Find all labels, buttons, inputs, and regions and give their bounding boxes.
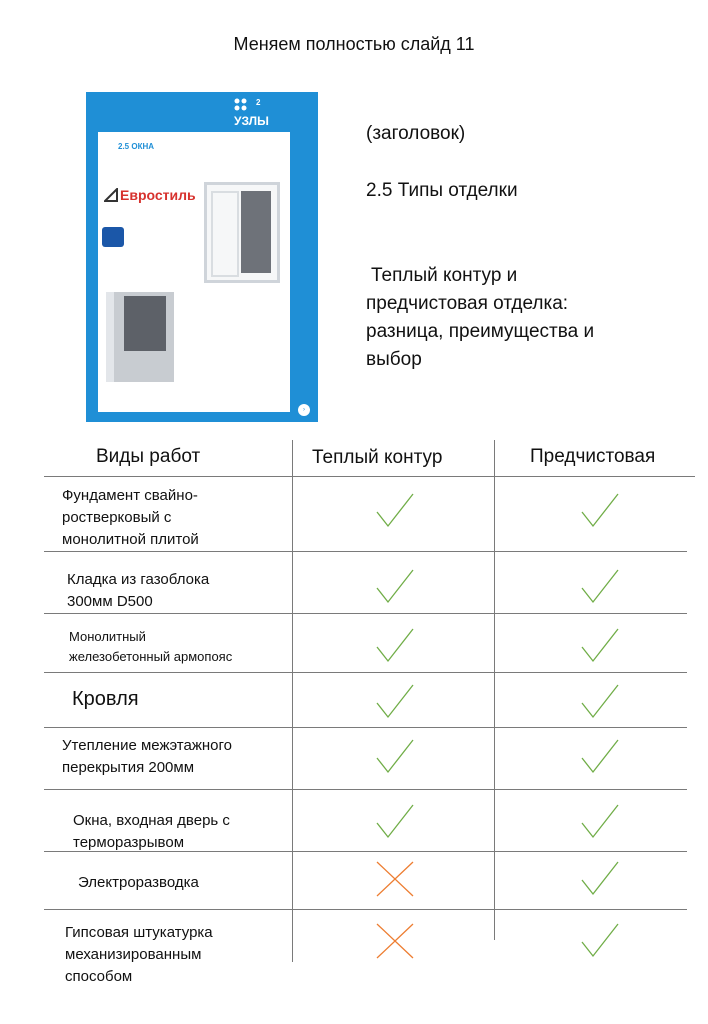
header-work-types: Виды работ (96, 446, 201, 467)
section-title: 2.5 Типы отделки (366, 180, 518, 201)
nodes-label: УЗЛЫ (234, 114, 269, 128)
slide-thumbnail (86, 92, 318, 422)
row-1-line-3: монолитной плитой (62, 531, 199, 548)
page-title: Меняем полностью слайд 11 (233, 34, 475, 54)
row-3-line-1: Монолитный (69, 629, 146, 644)
window-profile-image (106, 292, 174, 382)
window-image (204, 182, 280, 283)
description-line-3: разница, преимущества и (366, 321, 595, 342)
row-6-line-2: терморазрывом (73, 834, 185, 851)
header-prefinish: Предчистовая (530, 446, 656, 467)
check-icon (375, 568, 415, 606)
row-1-line-2: ростверковый с (62, 509, 172, 526)
header-warm-contour: Теплый контур (312, 447, 443, 468)
row-7-line-1: Электроразводка (78, 874, 199, 891)
cross-icon (375, 922, 415, 960)
check-icon (580, 860, 620, 898)
check-icon (580, 492, 620, 530)
cross-icon (375, 860, 415, 898)
row-8-line-3: способом (65, 968, 133, 985)
description-line-2: предчистовая отделка: (366, 293, 569, 314)
brand-logo-icon (104, 188, 118, 202)
description-line-1: Теплый контур и (371, 265, 518, 286)
check-icon (580, 922, 620, 960)
row-2-line-2: 300мм D500 (67, 593, 153, 610)
page-number-icon: › (298, 404, 310, 416)
check-icon (375, 738, 415, 776)
row-4-line-1: Кровля (72, 688, 139, 710)
row-8-line-2: механизированным (65, 946, 202, 963)
check-icon (580, 627, 620, 665)
check-icon (580, 683, 620, 721)
row-2-line-1: Кладка из газоблока (67, 571, 210, 588)
row-5-line-1: Утепление межэтажного (62, 737, 232, 754)
check-icon (375, 803, 415, 841)
heading-note: (заголовок) (366, 123, 466, 144)
maco-logo-icon (102, 227, 124, 247)
row-6-line-1: Окна, входная дверь с (73, 812, 230, 829)
dots-icon (234, 98, 254, 112)
brand-name: Евростиль (120, 187, 196, 203)
check-icon (580, 738, 620, 776)
check-icon (375, 683, 415, 721)
check-icon (580, 803, 620, 841)
description-line-4: выбор (366, 349, 422, 370)
thumbnail-section: 2.5 ОКНА (118, 142, 155, 151)
check-icon (375, 492, 415, 530)
row-8-line-1: Гипсовая штукатурка (65, 924, 213, 941)
row-5-line-2: перекрытия 200мм (62, 759, 195, 776)
row-3-line-2: железобетонный армопояс (69, 649, 233, 664)
check-icon (580, 568, 620, 606)
check-icon (375, 627, 415, 665)
row-1-line-1: Фундамент свайно- (62, 487, 198, 504)
nodes-number: 2 (256, 98, 261, 107)
